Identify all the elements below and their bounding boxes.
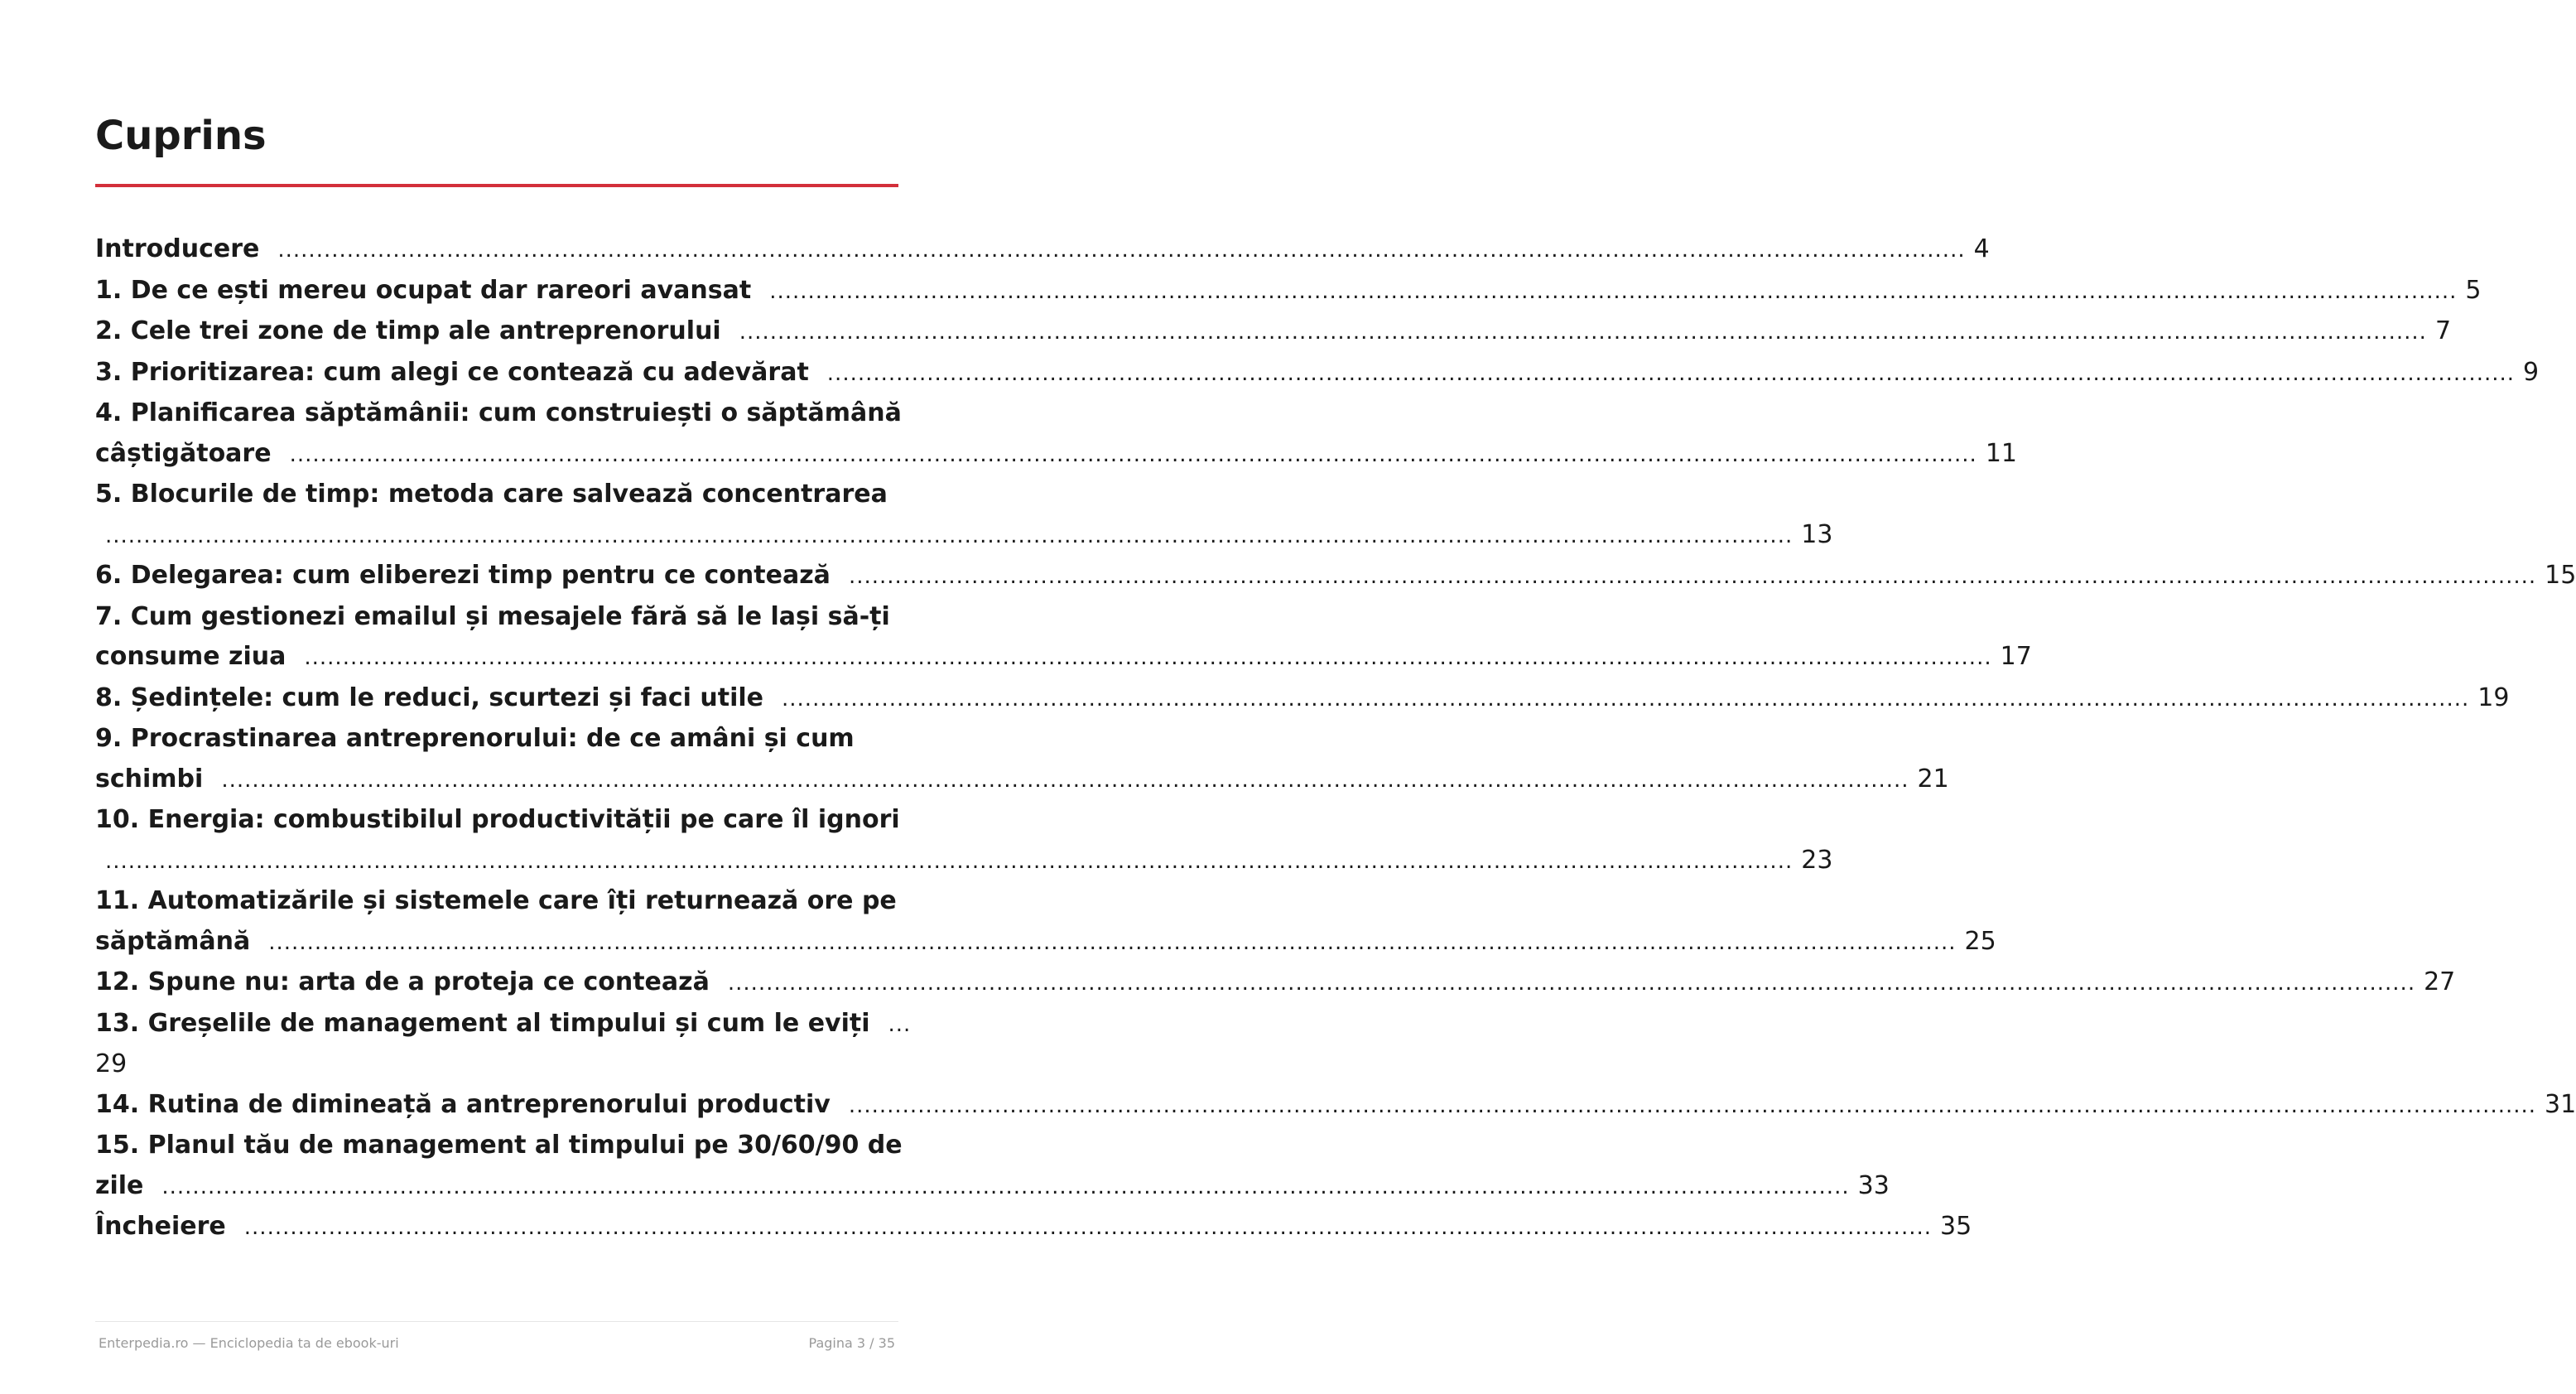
toc-entry[interactable] <box>95 881 1996 962</box>
footer <box>99 1335 895 1351</box>
toc-entry[interactable] <box>95 800 1833 881</box>
table-of-contents <box>95 229 2576 1248</box>
toc-entry[interactable] <box>95 311 2452 353</box>
toc-entry-title: Încheiere <box>95 1212 226 1241</box>
toc-entry-title: 11. Automatizările și sistemele care îți returnează ore pe <box>95 886 897 915</box>
toc-entry-title: 10. Energia: combustibilul productivității pe care îl ignori <box>95 805 900 834</box>
toc-page-number: 5 <box>2465 275 2482 305</box>
toc-entry-title: consume ziua <box>95 642 286 671</box>
toc-entry-title: 15. Planul tău de management al timpului pe 30/60/90 de <box>95 1131 903 1160</box>
toc-page-number: 35 <box>1940 1212 1972 1241</box>
toc-leader-dots: ... <box>888 1011 912 1037</box>
toc-leader-dots: ............................................................................................................................................................................................................................ <box>268 929 1957 955</box>
toc-leader-dots: ............................................................................................................................................................................................................................ <box>277 238 1966 263</box>
toc-leader-dots: ............................................................................................................................................................................................................................ <box>727 971 2416 996</box>
toc-leader-dots: ............................................................................................................................................................................................................................ <box>848 1093 2537 1118</box>
toc-entry[interactable] <box>95 962 2456 1004</box>
toc-page-number: 9 <box>2523 357 2540 387</box>
toc-entry-title: schimbi <box>95 764 204 793</box>
toc-page-number: 23 <box>1801 845 1833 875</box>
toc-entry-title: 6. Delegarea: cum eliberezi timp pentru ce contează <box>95 561 831 590</box>
toc-entry-title: 4. Planificarea săptămânii: cum construiești o săptămână <box>95 398 902 427</box>
toc-page-number: 33 <box>1857 1170 1890 1200</box>
toc-leader-dots: ............................................................................................................................................................................................................................ <box>161 1174 1850 1199</box>
toc-entry-title: 7. Cum gestionezi emailul și mesajele fără să le lași să-ți <box>95 601 890 631</box>
toc-leader-dots: ............................................................................................................................................................................................................................ <box>105 848 1794 874</box>
title-divider <box>95 184 898 187</box>
toc-entry-title: 14. Rutina de dimineață a antreprenorului productiv <box>95 1089 831 1119</box>
toc-entry-title: 5. Blocurile de timp: metoda care salvează concentrarea <box>95 480 888 509</box>
toc-leader-dots: ............................................................................................................................................................................................................................ <box>105 523 1794 548</box>
toc-page-number: 25 <box>1964 926 1996 956</box>
toc-entry[interactable] <box>95 353 2540 394</box>
toc-entry[interactable] <box>95 597 2032 678</box>
page-title: Cuprins <box>95 113 267 159</box>
toc-page-number: 19 <box>2477 683 2510 712</box>
toc-entry[interactable] <box>95 475 1833 556</box>
toc-leader-dots: ............................................................................................................................................................................................................................ <box>221 767 1909 793</box>
toc-entry-title: 1. De ce ești mereu ocupat dar rareori avansat <box>95 275 752 305</box>
toc-entry[interactable] <box>95 1085 2576 1126</box>
toc-entry[interactable] <box>95 1004 912 1085</box>
toc-entry[interactable] <box>95 229 1990 271</box>
toc-leader-dots: ............................................................................................................................................................................................................................ <box>304 645 1992 670</box>
toc-entry-title: câștigătoare <box>95 438 272 468</box>
toc-entry-title: 3. Prioritizarea: cum alegi ce contează cu adevărat <box>95 357 809 387</box>
toc-entry[interactable] <box>95 678 2510 720</box>
toc-leader-dots: ............................................................................................................................................................................................................................ <box>769 278 2458 304</box>
toc-page-number: 7 <box>2434 316 2452 345</box>
toc-page-number: 31 <box>2545 1089 2576 1119</box>
toc-page-number: 15 <box>2545 561 2576 590</box>
toc-page-number: 17 <box>2000 642 2032 671</box>
toc-page-number: 21 <box>1917 764 1949 793</box>
toc-leader-dots: ............................................................................................................................................................................................................................ <box>826 360 2516 386</box>
toc-entry-title: Introducere <box>95 234 260 263</box>
toc-entry[interactable] <box>95 719 1949 800</box>
toc-entry-title: 13. Greșelile de management al timpului și cum le eviți <box>95 1008 870 1038</box>
toc-page-number: 13 <box>1801 519 1833 549</box>
footer-divider <box>95 1321 898 1322</box>
toc-page-number: 4 <box>1973 234 1990 263</box>
toc-page-number: 29 <box>95 1049 128 1078</box>
toc-page-number: 11 <box>1985 438 2017 468</box>
toc-leader-dots: ............................................................................................................................................................................................................................ <box>848 564 2537 589</box>
toc-entry-title: 12. Spune nu: arta de a proteja ce contează <box>95 967 710 996</box>
toc-entry-title: zile <box>95 1170 144 1200</box>
toc-entry-title: săptămână <box>95 926 251 956</box>
footer-site-name: Enterpedia.ro — Enciclopedia ta de ebook-uri <box>99 1335 399 1351</box>
footer-page-number: Pagina 3 / 35 <box>808 1335 895 1351</box>
toc-entry[interactable] <box>95 1207 1972 1248</box>
toc-entry[interactable] <box>95 1126 1890 1207</box>
toc-entry[interactable] <box>95 393 2017 475</box>
toc-leader-dots: ............................................................................................................................................................................................................................ <box>782 686 2470 711</box>
toc-leader-dots: ............................................................................................................................................................................................................................ <box>739 320 2427 345</box>
toc-entry[interactable] <box>95 556 2576 597</box>
toc-entry-title: 2. Cele trei zone de timp ale antreprenorului <box>95 316 721 345</box>
toc-leader-dots: ............................................................................................................................................................................................................................ <box>289 441 1977 467</box>
toc-leader-dots: ............................................................................................................................................................................................................................ <box>243 1215 1933 1240</box>
toc-entry-title: 9. Procrastinarea antreprenorului: de ce amâni și cum <box>95 724 855 753</box>
toc-entry[interactable] <box>95 271 2482 312</box>
toc-entry-title: 8. Ședințele: cum le reduci, scurtezi și faci utile <box>95 683 764 712</box>
toc-page-number: 27 <box>2424 967 2456 996</box>
